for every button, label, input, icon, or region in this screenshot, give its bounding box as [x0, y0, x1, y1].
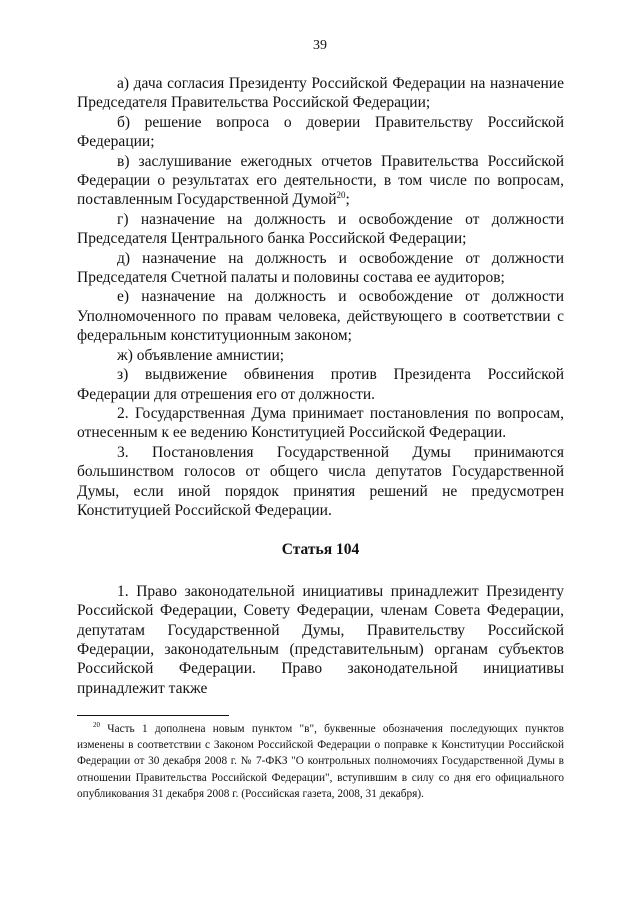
paragraph-a: а) дача согласия Президенту Российской Федерации на назначение Председателя Правительства Российской Федерации; — [77, 75, 564, 112]
paragraph-2: 2. Государственная Дума принимает постановления по вопросам, отнесенным к ее ведению Конституцией Российской Федерации. — [77, 404, 564, 442]
paragraph-z: з) выдвижение обвинения против Президента Российской Федерации для отрешения его от должности. — [77, 366, 564, 403]
footnote-number: 20 — [93, 721, 100, 730]
article-104-paragraph-1: 1. Право законодательной инициативы принадлежит Президенту Российской Федерации, Совету Федерации, членам Совета Федерации, депутатам Государственной Думы, Правительству Российской Федерации, законодательным (представительным) органам субъектов Российской Федерации. Право законодательной инициативы принадлежит также — [77, 582, 564, 697]
page-number: 39 — [313, 38, 327, 53]
paragraph-zh: ж) объявление амнистии; — [117, 346, 285, 364]
paragraph-v-text: в) заслушивание ежегодных отчетов Правительства Российской Федерации о результатах его деятельности, в том числе по вопросам, поставленным Государственной Думой — [77, 152, 564, 209]
paragraph-g: г) назначение на должность и освобождение от должности Председателя Центрального банка Российской Федерации; — [77, 210, 564, 248]
footnote — [77, 721, 564, 802]
paragraph-v — [77, 152, 564, 210]
paragraph-3: 3. Постановления Государственной Думы принимаются большинством голосов от общего числа депутатов Государственной Думы, если иной порядок принятия решений не предусмотрен Конституцией Российской Федерации. — [77, 443, 564, 519]
paragraph-d: д) назначение на должность и освобождение от должности Председателя Счетной палаты и половины состава ее аудиторов; — [77, 249, 564, 287]
footnote-reference[interactable]: 20 — [336, 190, 346, 201]
paragraph-e: е) назначение на должность и освобождение от должности Уполномоченного по правам человека, действующего в соответствии с федеральным конституционным законом; — [77, 288, 564, 345]
footnote-divider — [77, 715, 229, 716]
article-heading: Статья 104 — [281, 541, 360, 559]
body-text — [77, 74, 564, 698]
paragraph-v-suffix: ; — [345, 191, 350, 209]
footnote-text: Часть 1 дополнена новым пунктом "в", буквенные обозначения последующих пунктов изменены в соответствии с Законом Российской Федерации о поправке к Конституции Российской Федерации от 30 декабря 2008 г. № 7-ФКЗ "О контрольных полномочиях Государственной Думы в отношении Правительства Российской Федерации", вступившим в силу со дня его официального опубликования 31 декабря 2008 г. (Российская газета, 2008, 31 декабря). — [77, 723, 564, 800]
paragraph-b: б) решение вопроса о доверии Правительству Российской Федерации; — [77, 113, 564, 151]
